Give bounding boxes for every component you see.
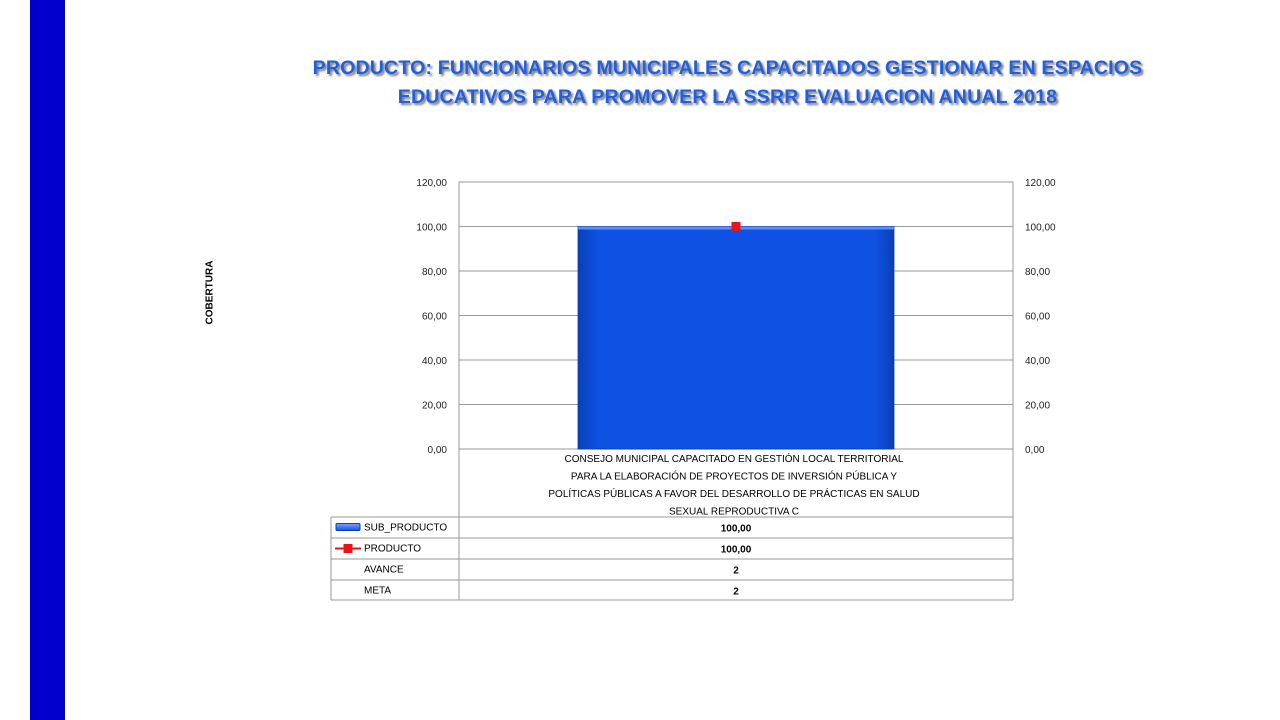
x-category-label: PARA LA ELABORACIÓN DE PROYECTOS DE INVERSIÓN PÚBLICA Y (570, 471, 898, 483)
slide-title: PRODUCTO: FUNCIONARIOS MUNICIPALES CAPACITADOS GESTIONAR EN ESPACIOS EDUCATIVOS PARA PROMOVER LA SSRR EVALUACION ANUAL 2018 (312, 57, 1143, 108)
y-tick-label-right: 60,00 (1025, 311, 1051, 323)
table-row-label: AVANCE (364, 564, 404, 576)
y-tick-label-right: 80,00 (1025, 267, 1051, 278)
y-tick-label-left: 100,00 (416, 222, 447, 234)
y-tick-label-left: 0,00 (427, 445, 447, 456)
table-row-value: 100,00 (720, 544, 752, 556)
y-tick-label-left: 80,00 (421, 267, 447, 278)
y-tick-label-right: 20,00 (1025, 400, 1051, 412)
y-tick-label-left: 40,00 (421, 356, 447, 367)
x-category-label: CONSEJO MUNICIPAL CAPACITADO EN GESTIÓN LOCAL TERRITORIAL (564, 454, 904, 465)
y-tick-label-left: 20,00 (421, 400, 447, 412)
table-row-value: 2 (733, 586, 739, 598)
table-row-label: META (364, 585, 392, 597)
y-tick-label-left: 60,00 (421, 311, 447, 323)
table-row-label: PRODUCTO (364, 543, 422, 555)
table-row-label: SUB_PRODUCTO (364, 522, 448, 534)
y-axis-title: COBERTURA (204, 260, 216, 325)
marker-producto (732, 222, 741, 231)
y-tick-label-right: 120,00 (1025, 178, 1056, 189)
y-tick-label-right: 40,00 (1025, 356, 1051, 367)
x-category-label: SEXUAL REPRODUCTIVA C (668, 506, 800, 518)
legend-key-sub-producto (336, 524, 360, 531)
bar-sub-producto (578, 227, 894, 450)
x-category-label: POLÍTICAS PÚBLICAS A FAVOR DEL DESARROLLO DE PRÁCTICAS EN SALUD (548, 489, 920, 500)
y-tick-label-right: 0,00 (1025, 445, 1045, 456)
table-row-value: 100,00 (720, 523, 752, 535)
y-tick-label-left: 120,00 (416, 178, 447, 189)
table-row-value: 2 (733, 565, 739, 577)
y-tick-label-right: 100,00 (1025, 222, 1056, 234)
legend-key-marker-producto (344, 544, 353, 553)
